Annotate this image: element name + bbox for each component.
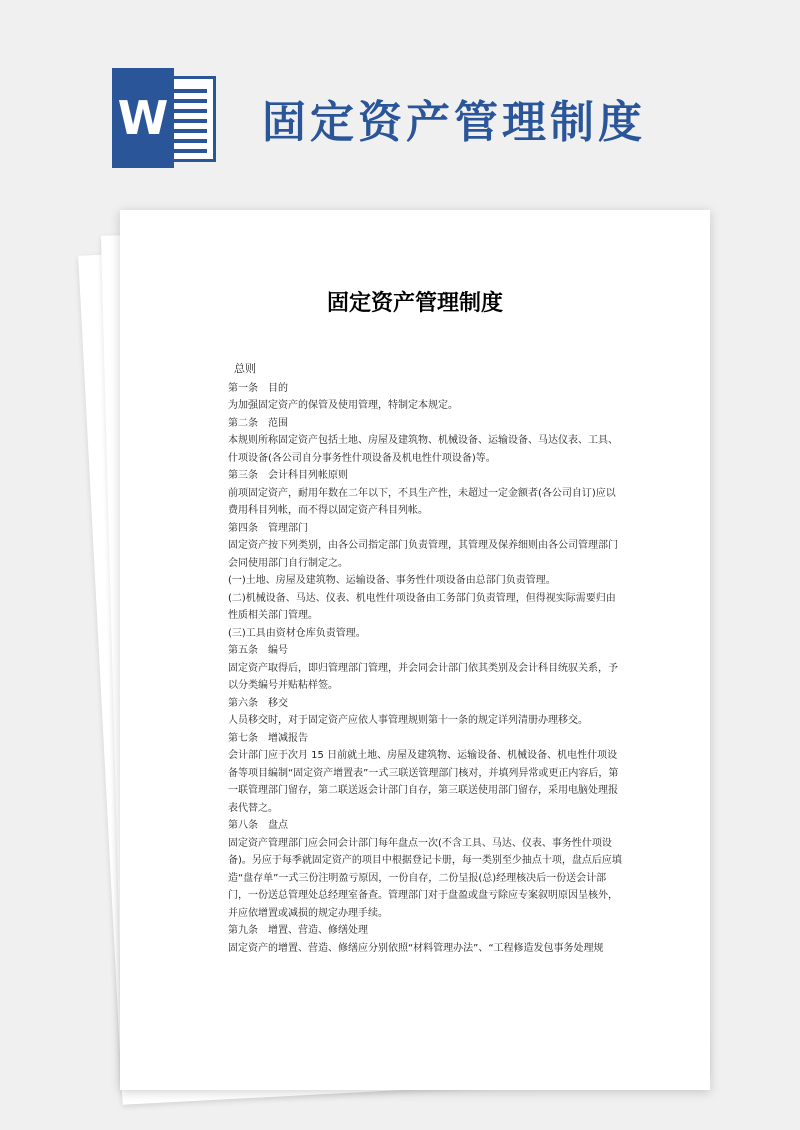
- banner-title: 固定资产管理制度: [262, 97, 646, 148]
- article-heading: 第一条 目的: [228, 382, 288, 394]
- paragraph: 前项固定资产，耐用年数在二年以下，不具生产性，未超过一定金额者(各公司自订)应以费用科目列帐，而不得以固定资产科目列帐。: [228, 487, 616, 516]
- paragraph: 固定资产管理部门应会同会计部门每年盘点一次(不含工具、马达、仪表、事务性什项设备)。另应于每季就固定资产的项目中根据登记卡册，每一类别至少抽点十项，盘点后应填造“盘存单”一式三份注明盈亏原因，一份自存，二份呈报(总)经理核决后一份送会计部门，一份送总管理处总经理室备查。管理部门对于盘盈或盘亏除应专案叙明原因呈核外，并应依增置或减损的规定办理手续。: [228, 837, 622, 919]
- article-heading: 第二条 范围: [228, 417, 288, 429]
- article-heading: 第九条 增置、营造、修缮处理: [228, 925, 368, 936]
- paragraph: 固定资产取得后，即归管理部门管理，并会同会计部门依其类别及会计科目统驭关系，予以分类编号并贴粘样签。: [228, 662, 618, 691]
- paragraph: (三)工具由资材仓库负责管理。: [228, 627, 366, 639]
- document-body: [228, 360, 622, 957]
- document-title: 固定资产管理制度: [326, 291, 503, 316]
- paragraph: 本规则所称固定资产包括土地、房屋及建筑物、机械设备、运输设备、马达仪表、工具、什项设备(各公司自分事务性什项设备及机电性什项设备)等。: [228, 435, 618, 464]
- paragraph: (一)土地、房屋及建筑物、运输设备、事务性什项设备由总部门负责管理。: [228, 575, 556, 586]
- article-heading: 第三条 会计科目列帐原则: [228, 470, 348, 481]
- paragraph: 为加强固定资产的保管及使用管理，特制定本规定。: [228, 400, 458, 411]
- paragraph: 人员移交时，对于固定资产应依人事管理规则第十一条的规定详列清册办理移交。: [228, 715, 588, 726]
- paragraph: 固定资产按下列类别，由各公司指定部门负责管理，其管理及保养细则由各公司管理部门会同使用部门自行制定之。: [228, 540, 618, 569]
- article-heading: 第四条 管理部门: [228, 522, 308, 534]
- word-letter-badge: W: [112, 68, 174, 168]
- article-heading: 第五条 编号: [228, 645, 288, 656]
- article-heading: 第七条 增减报告: [228, 732, 308, 744]
- paragraph: (二)机械设备、马达、仪表、机电性什项设备由工务部门负责管理，但得视实际需要归由性质相关部门管理。: [228, 592, 616, 621]
- article-heading: 第八条 盘点: [228, 820, 288, 831]
- paragraph: 固定资产的增置、营造、修缮应分别依照“材料管理办法”、“工程修造发包事务处理规: [228, 942, 604, 954]
- paragraph: 会计部门应于次月 15 日前就土地、房屋及建筑物、运输设备、机械设备、机电性什项设备等项目编制“固定资产增置表”一式三联送管理部门核对，并填列异常或更正内容后，第一联管理部门留存，第二联送返会计部门自存，第三联送使用部门留存，采用电脑处理报表代替之。: [228, 750, 619, 814]
- word-icon: [108, 68, 218, 168]
- document-page: [120, 210, 710, 1090]
- header-banner: [0, 0, 800, 200]
- section-heading: 总则: [234, 362, 256, 375]
- article-heading: 第六条 移交: [228, 697, 288, 709]
